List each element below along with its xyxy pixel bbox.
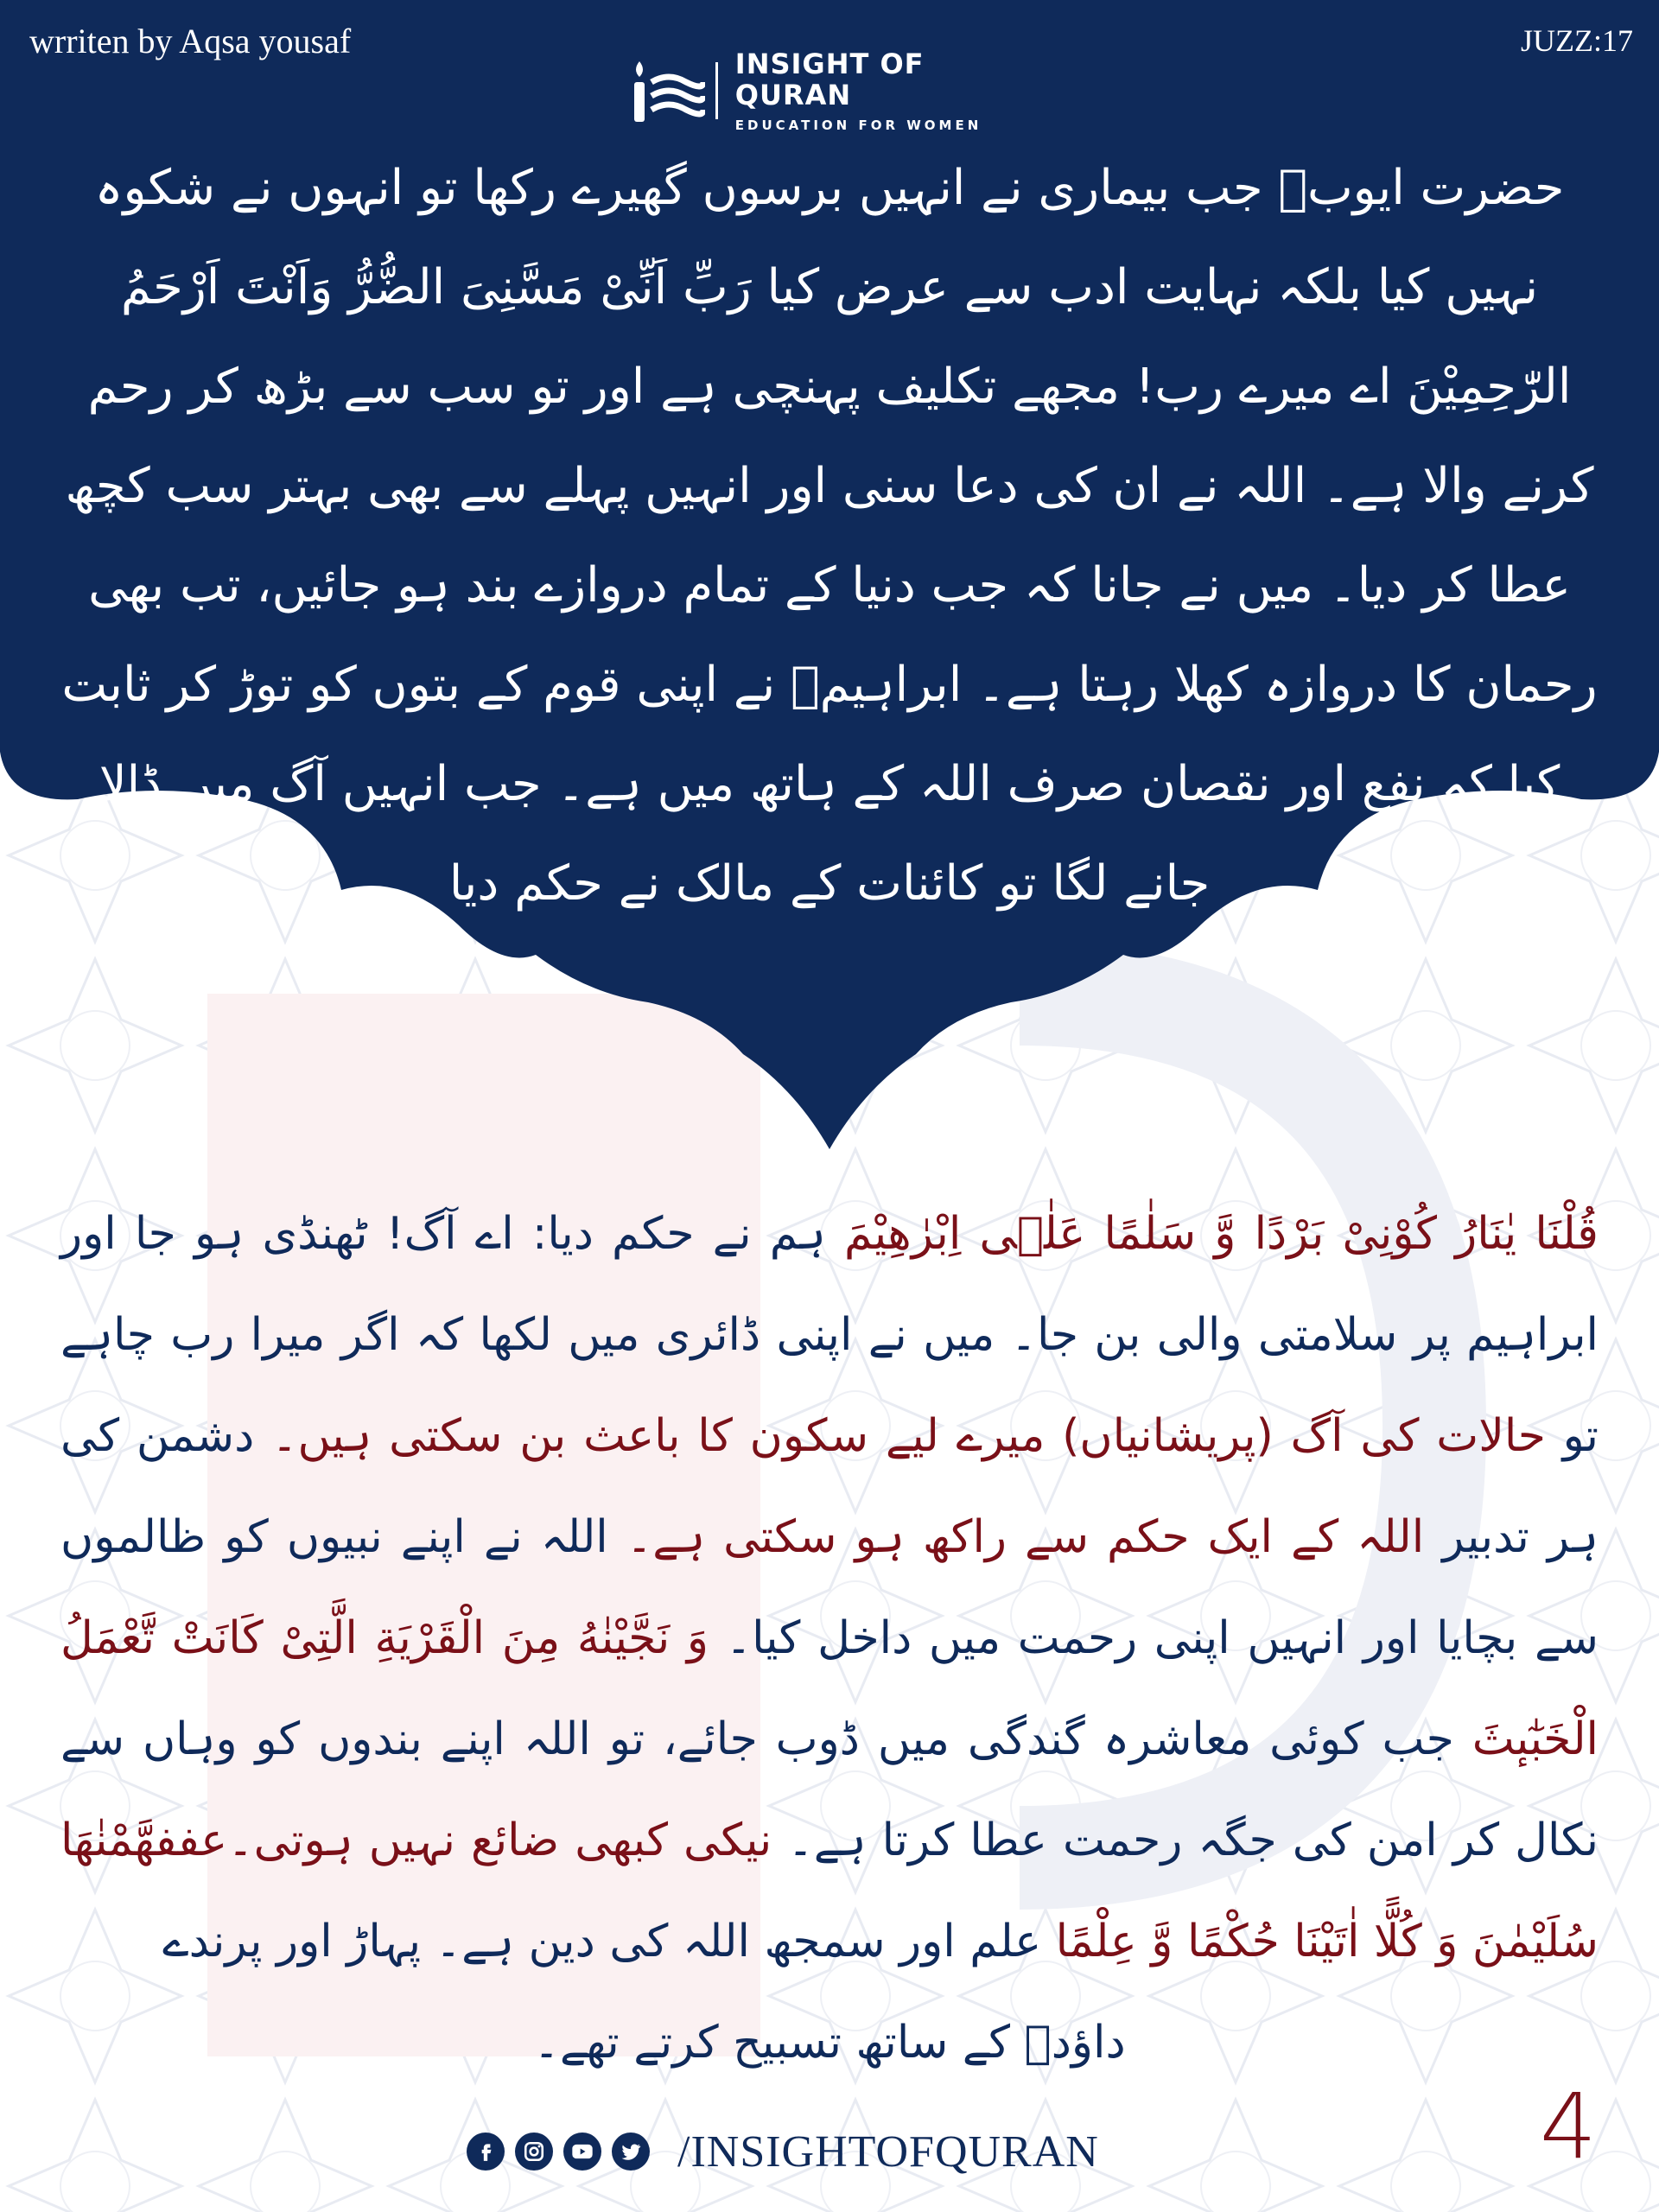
body-last-line: داؤدؑ کے ساتھ تسبیح کرتے تھے۔ [533, 2017, 1126, 2069]
social-footer [467, 2121, 1099, 2182]
juzz-label: JUZZ:17 [1521, 23, 1633, 58]
logo-title: INSIGHT OF QURAN [734, 48, 925, 111]
body-text-5: علم اور سمجھ اللہ کی دین ہے۔ پہاڑ اور پرندے [162, 1916, 1056, 1967]
logo-separator [715, 62, 718, 119]
twitter-icon[interactable] [612, 2133, 650, 2171]
page-number: 4 [1539, 2074, 1597, 2179]
header-paragraph [60, 138, 1599, 933]
highlight-text-2: اللہ کے ایک حکم سے راکھ ہو سکتی ہے۔ [626, 1511, 1425, 1563]
body-text-3: اللہ نے اپنے نبیوں کو ظالموں سے بچایا اور انہیں اپنی رحمت میں داخل کیا۔ [60, 1511, 1599, 1664]
youtube-icon[interactable] [563, 2133, 601, 2171]
body-text-2: دشمن کی ہر تدبیر [60, 1410, 1599, 1563]
author-credit: wrriten by Aqsa yousaf [29, 22, 352, 60]
quran-verse-3: عففهَّمْنٰهَا سُلَیْمٰنَ وَ كُلًّا اٰتَیْنَا حُكْمًا وَّ عِلْمًا [60, 1815, 1599, 1967]
body-text-1: ہم نے حکم دیا: اے آگ! ٹھنڈی ہو جا اور ابراہیم پر سلامتی والی بن جا۔ میں نے اپنی ڈائری میں لکھا کہ اگر میرا رب چاہے تو [60, 1208, 1599, 1462]
body-text-4: جب کوئی معاشرہ گندگی میں ڈوب جائے، تو اللہ اپنے بندوں کو وہاں سے نکال کر امن کی جگہ رحمت عطا کرتا ہے۔ [60, 1713, 1599, 1866]
highlight-text-3: نیکی کبھی ضائع نہیں ہوتی۔ [227, 1815, 772, 1866]
quran-verse-1: قُلْنَا یٰنَارُ كُوْنِیْ بَرْدًا وَّ سَلٰمًا عَلٰۤى اِبْرٰهِیْمَ [844, 1208, 1599, 1260]
social-handle[interactable]: /INSIGHTOFQURAN [677, 2126, 1099, 2177]
header-paragraph-text: حضرت ایوبؑ جب بیماری نے انہیں برسوں گھیرے رکھا تو انہوں نے شکوہ نہیں کیا بلکہ نہایت ادب سے عرض کیا رَبِّ اَنِّیْ مَسَّنِیَ الضُّرُّ وَاَنْتَ اَرْحَمُ الرّٰحِمِیْنَ اے میرے رب! مجھے تکلیف پہنچی ہے اور تو سب سے بڑھ کر رحم کرنے والا ہے۔ اللہ نے ان کی دعا سنی اور انہیں پہلے سے بھی بہتر سب کچھ عطا کر دیا۔ میں نے جانا کہ جب دنیا کے تمام دروازے بند ہو جائیں، تب بھی رحمان کا دروازہ کھلا رہتا ہے۔ ابراہیمؑ نے اپنی قوم کے بتوں کو توڑ کر ثابت کیا کہ نفع اور نقصان صرف اللہ کے ہاتھ میں ہے۔ جب انہیں آگ میں ڈالا جانے لگا تو کائنات کے مالک نے حکم دیا [61, 160, 1598, 912]
quran-wave-logo-icon [631, 56, 705, 125]
quran-verse-2: وَ نَجَّیْنٰهُ مِنَ الْقَرْیَةِ الَّتِیْ كَانَتْ تَّعْمَلُ الْخَبٰٓىٕثَ [60, 1612, 1599, 1765]
brand-logo [631, 48, 1028, 133]
instagram-icon[interactable] [515, 2133, 553, 2171]
logo-subtitle: EDUCATION FOR WOMEN [734, 118, 982, 133]
highlight-text-1: حالات کی آگ (پریشانیاں) میرے لیے سکون کا باعث بن سکتی ہیں۔ [271, 1410, 1546, 1462]
body-paragraph [60, 1184, 1599, 2094]
facebook-icon[interactable] [467, 2133, 505, 2171]
